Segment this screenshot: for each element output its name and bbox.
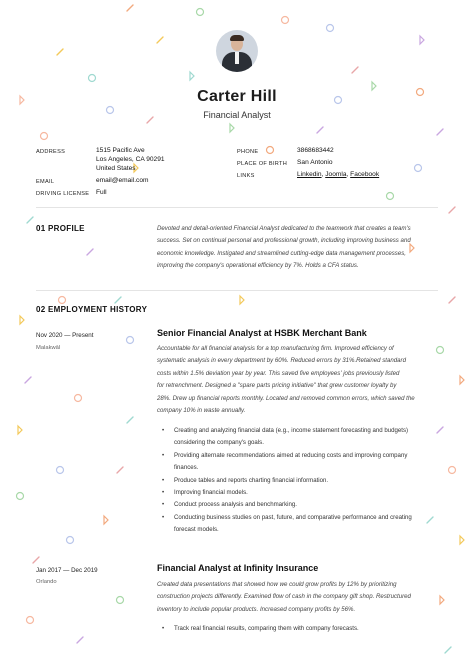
candidate-job-title: Financial Analyst [203,110,271,120]
license-label: DRIVING LICENSE [36,191,90,197]
confetti-dash [127,5,133,11]
divider [36,207,438,208]
confetti-triangle [20,316,24,324]
confetti-circle [197,9,204,16]
links-list: Linkedin, Joomla, Facebook [297,171,380,178]
address-line-1: 1515 Pacific Ave [96,147,145,154]
email-label: EMAIL [36,179,55,185]
profile-line: economic knowledge. Instigated and streamlined cutting-edge data management processes, [157,249,406,257]
job-2-bullets [161,623,441,635]
list-item [161,475,441,487]
link-facebook[interactable]: Facebook [350,171,380,178]
confetti-circle [449,467,456,474]
confetti-circle [57,467,64,474]
birth-value: San Antonio [297,159,333,166]
email-value[interactable]: email@email.com [96,177,149,184]
bullet-text: Conduct process analysis and benchmarking. [174,501,297,509]
profile-line: Devoted and detail-oriented Financial Analyst dedicated to the teamwork that creates a team's [157,225,411,232]
job-2-city: Orlando [36,579,57,585]
summary-line: inventory to include popular products. Increased company profits by 56%. [157,605,356,613]
bullet-text: Creating and analyzing financial data (e.g., income statement forecasting and budgets) [174,427,409,434]
confetti-dash [77,637,83,643]
job-1-title: Senior Financial Analyst at HSBK Merchant Bank [157,328,367,338]
summary-line: Accountable for all financial analysis for a top manufacturing firm. Improved efficiency of [157,345,394,352]
list-item [161,512,441,537]
birth-label: PLACE OF BIRTH [237,161,288,167]
profile-text [157,223,439,273]
confetti-circle [67,537,74,544]
confetti-triangle [240,296,244,304]
confetti-circle [327,25,334,32]
confetti-dash [449,207,455,213]
confetti-circle [59,297,66,304]
job-1-bullets [161,425,441,537]
list-item [161,425,441,450]
bullet-text: Conducting business studies on past, future, and comparative performance and creating [174,513,412,521]
job-1-summary [157,343,439,417]
list-item [161,487,441,499]
confetti-triangle [460,536,464,544]
confetti-dash [352,67,358,73]
summary-line: systematic analysis in every department by 60%. Reduced errors by 31%.Retained standard [157,357,406,365]
job-2-summary [157,579,439,616]
phone-label: PHONE [237,149,259,155]
confetti-triangle [440,596,444,604]
address-line-3: United States [96,165,136,172]
confetti-circle [75,395,82,402]
links-label: LINKS [237,173,255,179]
candidate-name: Carter Hill [197,88,277,105]
bullet-text: Improving financial models. [174,489,248,497]
job-1-dates: Nov 2020 — Present [36,332,94,339]
confetti-circle [267,147,274,154]
job-2-dates: Jan 2017 — Dec 2019 [36,567,98,574]
confetti-dash [127,417,133,423]
confetti-circle [127,337,134,344]
summary-line: for retrenchment. Designed a "spare parts pricing initiative" that grew customer loyalty by [157,382,397,390]
phone-value: 3868683442 [297,147,334,154]
link-linkedin[interactable]: Linkedin [297,171,322,178]
confetti-dash [317,127,323,133]
confetti-circle [387,193,394,200]
job-1-city: Malakwāl [36,345,61,351]
confetti-triangle [420,36,424,44]
list-item [161,450,441,475]
confetti-triangle [190,72,194,80]
confetti-dash [25,377,31,383]
summary-line: construction projects differently. Examined flow of cash in the company gift shop. Restructured [157,593,411,601]
confetti-circle [415,165,422,172]
profile-line: success. Set on continual personal and professional growth, including improving business and [157,237,411,245]
address-label: ADDRESS [36,149,66,155]
employment-heading: 02 EMPLOYMENT HISTORY [36,305,148,314]
bullet-text: forecast models. [174,526,219,534]
profile-line: improving the company's operational efficiency by 7%. Holds a CFA status. [157,262,359,270]
confetti-circle [27,617,34,624]
summary-line: costs within 1.5% deviation year by year. This saved five employees' jobs previously listed [157,369,400,377]
link-joomla[interactable]: Joomla [325,171,347,178]
bullet-text: Track real financial results, comparing them with company forecasts. [174,625,359,632]
profile-heading: 01 PROFILE [36,224,85,233]
bullet-text: finances. [174,464,199,472]
confetti-dash [27,217,33,223]
confetti-circle [89,75,96,82]
confetti-circle [282,17,289,24]
profile-photo [216,30,258,72]
confetti-dash [445,647,451,653]
confetti-dash [449,297,455,303]
confetti-circle [17,493,24,500]
summary-line: Created data presentations that showed how we could grow profits by 12% by prioritizing [157,581,397,588]
confetti-dash [437,129,443,135]
address-line-2: Los Angeles, CA 90291 [96,156,165,163]
license-value: Full [96,189,107,196]
confetti-circle [41,133,48,140]
confetti-dash [117,467,123,473]
summary-line: 28%. Drew up financial reports monthly. Located and removed common errors, which saved the [157,394,415,402]
confetti-dash [115,297,121,303]
bullet-text: Providing alternate recommendations aimed at reducing costs and improving company [174,451,408,459]
divider [36,290,438,291]
confetti-dash [87,249,93,255]
summary-line: company 10% in waste annually. [157,407,246,415]
job-2-title: Financial Analyst at Infinity Insurance [157,563,319,573]
confetti-dash [57,49,63,55]
confetti-triangle [230,124,234,132]
confetti-triangle [18,426,22,434]
confetti-triangle [460,376,464,384]
bullet-text: considering the company's goals. [174,439,264,447]
confetti-dash [157,37,163,43]
list-item [161,623,441,635]
bullet-text: Produce tables and reports charting financial information. [174,476,329,484]
confetti-circle [117,597,124,604]
confetti-triangle [104,516,108,524]
confetti-dash [33,557,39,563]
list-item [161,499,441,511]
